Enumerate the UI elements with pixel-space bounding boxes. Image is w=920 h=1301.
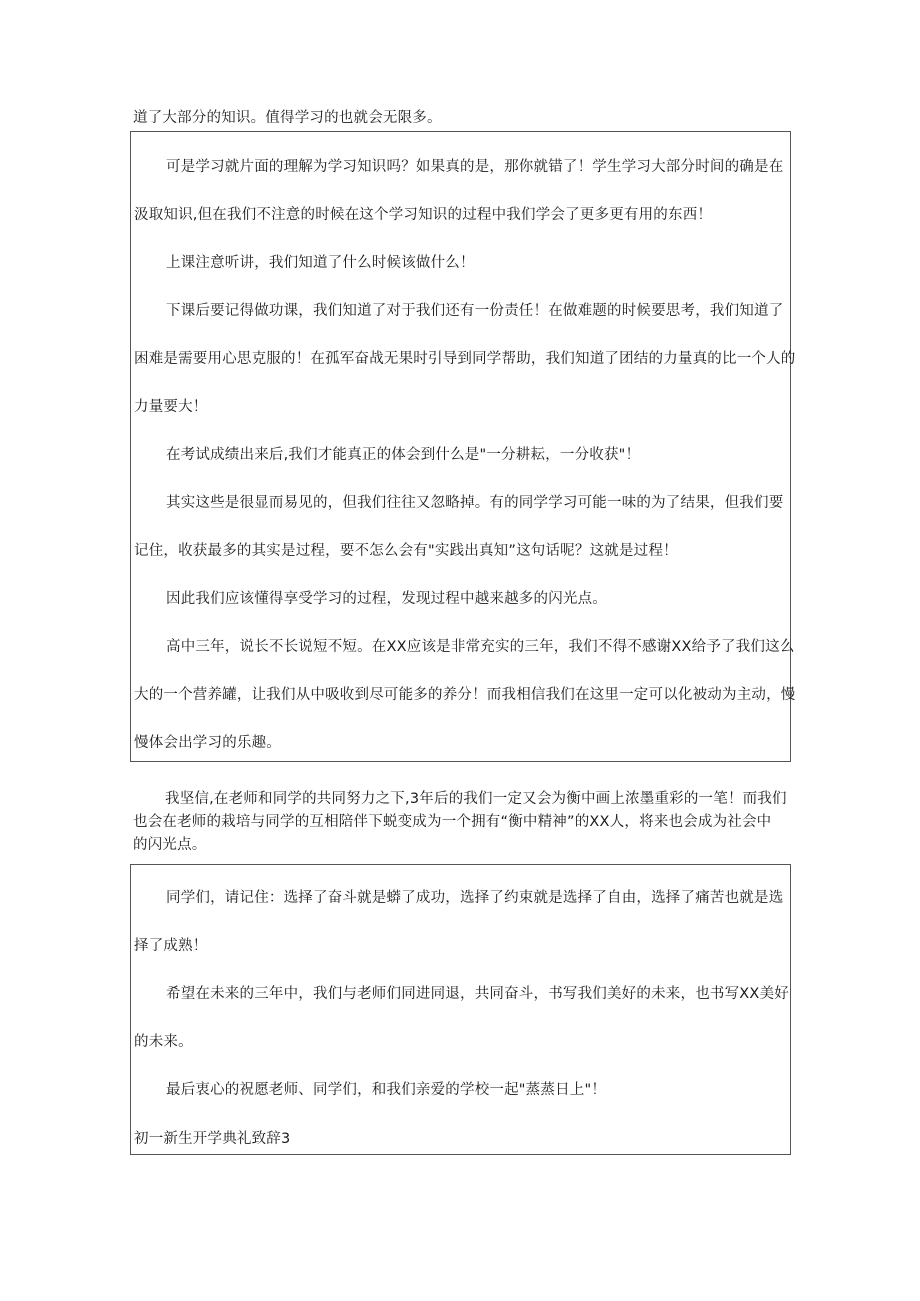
text-box-1 (130, 131, 796, 762)
paragraph-line: 同学们，请记住：选择了奋斗就是蟒了成功，选择了约束就是选择了自由，选择了痛苦也就是选 (166, 890, 784, 906)
paragraph-line: 汲取知识,但在我们不注意的时候在这个学习知识的过程中我们学会了更多更有用的东西！ (134, 207, 713, 223)
text-box-2 (130, 864, 791, 1155)
paragraph-line: 择了成熟！ (134, 938, 208, 954)
section-heading: 初一新生开学典礼致辞3 (134, 1131, 291, 1147)
paragraph-line: 下课后要记得做功课，我们知道了对于我们还有一份责任！在做难题的时候要思考，我们知道了 (166, 303, 784, 319)
paragraph-line: 力量要大！ (134, 399, 208, 415)
paragraph-line: 的未来。 (134, 1034, 193, 1050)
paragraph-line: 大的一个营养罐，让我们从中吸收到尽可能多的养分！而我相信我们在这里一定可以化被动为主动，慢 (134, 687, 796, 703)
paragraph-line: 可是学习就片面的理解为学习知识吗？如果真的是，那你就错了！学生学习大部分时间的确是在 (166, 159, 784, 175)
paragraph-line: 记住，收获最多的其实是过程，要不怎么会有"实践出真知”这句话呢？这就是过程！ (134, 543, 678, 559)
paragraph-line: 的闪光点。 (133, 837, 207, 853)
paragraph-line: 也会在老师的栽培与同学的互相陪伴下蜕变成为一个拥有“衡中精神”的XX人，将来也会成为社会中 (133, 814, 772, 830)
paragraph-line: 其实这些是很显而易见的，但我们往往又忽略掉。有的同学学习可能一味的为了结果，但我们要 (166, 495, 784, 511)
paragraph-line: 上课注意听讲，我们知道了什么时候该做什么！ (166, 255, 475, 271)
paragraph-line: 困难是需要用心思克服的！在孤军奋战无果时引导到同学帮助，我们知道了团结的力量真的比一个人的 (134, 351, 796, 367)
paragraph-line: 高中三年，说长不长说短不短。在XX应该是非常充实的三年，我们不得不感谢XX给予了我们这么 (166, 639, 795, 655)
paragraph-line: 我坚信,在老师和同学的共同努力之下,3年后的我们一定又会为衡中画上浓墨重彩的一笔！而我们 (165, 791, 787, 807)
paragraph-line: 最后衷心的祝愿老师、同学们，和我们亲爱的学校一起"蒸蒸日上"！ (166, 1082, 607, 1098)
paragraph-line: 希望在未来的三年中，我们与老师们同进同退，共同奋斗，书写我们美好的未来，也书写XX美好 (166, 986, 789, 1002)
paragraph-line: 因此我们应该懂得享受学习的过程，发现过程中越来越多的闪光点。 (166, 591, 607, 607)
paragraph-line: 在考试成绩出来后,我们才能真正的体会到什么是"一分耕耘，一分收获"！ (166, 447, 641, 463)
intro-line: 道了大部分的知识。值得学习的也就会无限多。 (133, 110, 442, 126)
paragraph-line: 慢体会出学习的乐趣。 (134, 735, 281, 751)
